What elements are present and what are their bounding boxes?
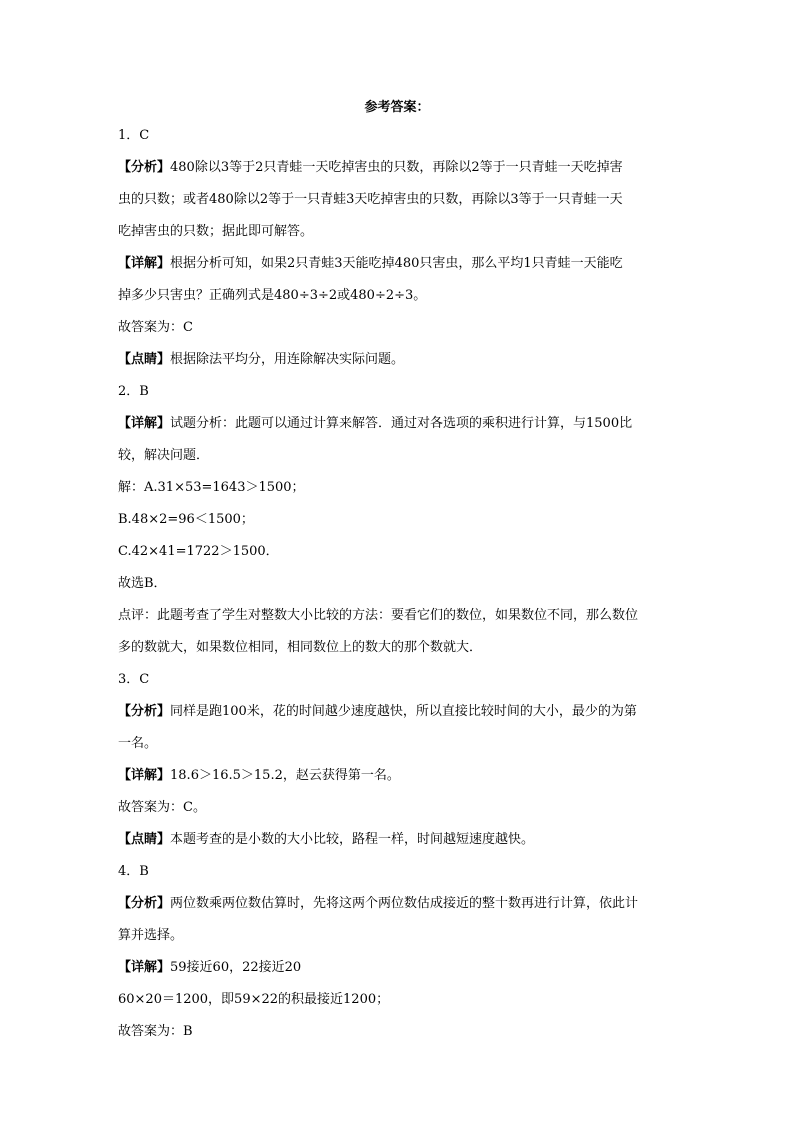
section-tag: 【详解】 [118,416,171,431]
line-text: 根据除法平均分，用连除解决实际问题。 [170,352,405,367]
page-title: 参考答案： [364,100,430,115]
text-line [118,120,682,152]
line-text: 解：A.31×53=1643＞1500； [118,480,305,495]
text-line [118,248,682,280]
text-line [118,696,682,728]
section-tag: 【分析】 [118,896,171,911]
line-text: 2．B [118,384,149,399]
text-line [118,152,682,184]
section-tag: 【详解】 [118,768,171,783]
line-text: 18.6＞16.5＞15.2，赵云获得第一名。 [170,768,400,783]
text-line [118,856,682,888]
line-text: 故答案为：C。 [118,800,206,815]
line-text: 点评：此题考查了学生对整数大小比较的方法：要看它们的数位，如果数位不同，那么数位 [118,608,639,623]
text-line [118,568,682,600]
text-line [118,536,682,568]
text-line [118,344,682,376]
text-line [118,600,682,632]
line-text: 较，解决问题． [118,448,210,463]
line-text: 多的数就大，如果数位相同，相同数位上的数大的那个数就大． [118,640,483,655]
line-text: 故答案为：B [118,1024,193,1039]
line-text: 59接近60，22接近20 [170,960,302,975]
section-tag: 【详解】 [118,960,171,975]
section-tag: 【点睛】 [118,832,171,847]
answer-content [118,120,682,1048]
text-line [118,472,682,504]
text-line [118,280,682,312]
text-line [118,440,682,472]
line-text: 60×20＝1200，即59×22的积最接近1200； [118,992,390,1007]
section-tag: 【详解】 [118,256,171,271]
line-text: 掉多少只害虫？正确列式是480÷3÷2或480÷2÷3。 [118,288,427,303]
text-line [118,952,682,984]
line-text: 同样是跑100米，花的时间越少速度越快，所以直接比较时间的大小，最少的为第 [170,704,637,719]
line-text: 试题分析：此题可以通过计算来解答．通过对各选项的乘积进行计算，与1500比 [170,416,633,431]
text-line [118,664,682,696]
text-line [118,728,682,760]
line-text: 480除以3等于2只青蛙一天吃掉害虫的只数，再除以2等于一只青蛙一天吃掉害 [170,160,623,175]
line-text: 两位数乘两位数估算时，先将这两个两位数估成接近的整十数再进行计算，依此计 [170,896,639,911]
text-line [118,312,682,344]
text-line [118,632,682,664]
text-line [118,408,682,440]
text-line [118,1016,682,1048]
text-line [118,984,682,1016]
section-tag: 【点睛】 [118,352,171,367]
line-text: 算并选择。 [118,928,184,943]
text-line [118,920,682,952]
text-line [118,760,682,792]
text-line [118,376,682,408]
line-text: 4．B [118,864,149,879]
text-line [118,824,682,856]
text-line [118,216,682,248]
line-text: 根据分析可知，如果2只青蛙3天能吃掉480只害虫，那么平均1只青蛙一天能吃 [170,256,623,271]
text-line [118,888,682,920]
line-text: C.42×41=1722＞1500． [118,544,279,559]
line-text: 吃掉害虫的只数；据此即可解答。 [118,224,314,239]
line-text: 虫的只数；或者480除以2等于一只青蛙3天吃掉害虫的只数，再除以3等于一只青蛙一天 [118,192,623,207]
line-text: 故答案为：C [118,320,193,335]
text-line [118,184,682,216]
line-text: 本题考查的是小数的大小比较，路程一样，时间越短速度越快。 [170,832,535,847]
section-tag: 【分析】 [118,704,171,719]
text-line [118,504,682,536]
line-text: B.48×2=96＜1500； [118,512,254,527]
text-line [118,792,682,824]
line-text: 1．C [118,128,150,143]
line-text: 一名。 [118,736,158,751]
line-text: 故选B． [118,576,167,591]
line-text: 3．C [118,672,150,687]
section-tag: 【分析】 [118,160,171,175]
